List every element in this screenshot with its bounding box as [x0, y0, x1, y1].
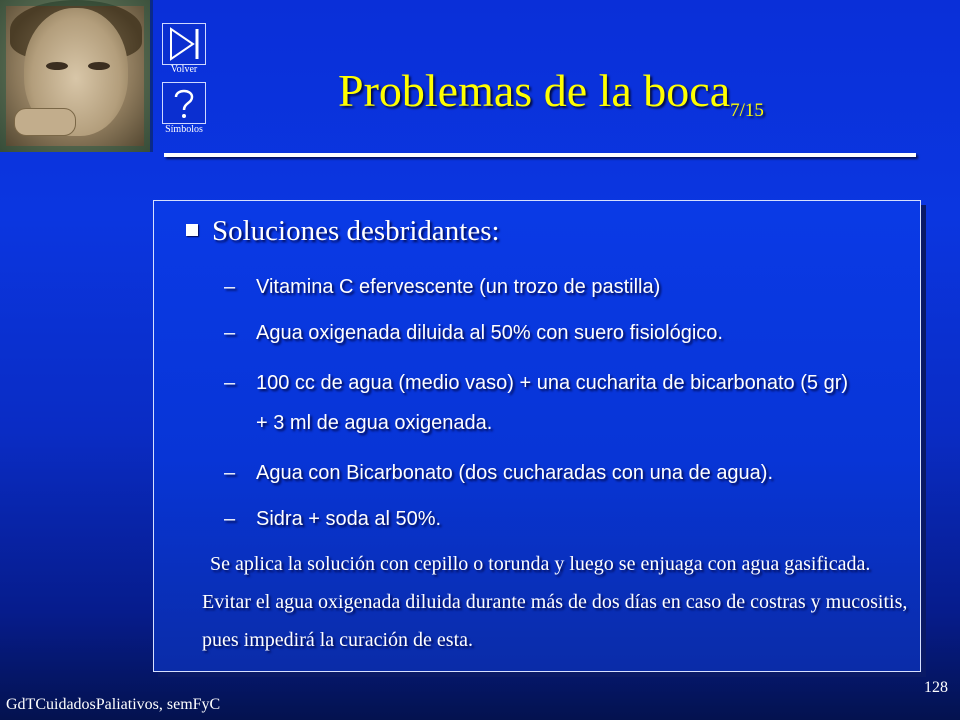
portrait-frame	[0, 0, 150, 152]
list-item-text: Sidra + soda al 50%.	[256, 508, 442, 530]
list-item-text: Vitamina C efervescente (un trozo de pastilla)	[256, 276, 661, 298]
footer-credit: GdTCuidadosPaliativos, semFyC	[6, 696, 221, 713]
list-item	[224, 267, 660, 307]
symbols-button[interactable]	[162, 82, 206, 124]
back-button[interactable]	[162, 23, 206, 65]
dash-bullet: –	[224, 276, 236, 298]
title-divider	[164, 153, 916, 157]
back-label[interactable]: Volver	[170, 64, 198, 75]
dash-bullet: –	[224, 372, 236, 394]
list-item	[224, 363, 848, 443]
portrait-image	[0, 0, 153, 152]
section-heading	[186, 215, 500, 248]
list-item-continuation: + 3 ml de agua oxigenada.	[256, 412, 493, 434]
heading-text: Soluciones desbridantes:	[212, 215, 500, 247]
dash-bullet: –	[224, 462, 236, 484]
title-counter: 7/15	[730, 100, 764, 122]
symbols-label[interactable]: Símbolos	[165, 124, 203, 135]
list-item-text: Agua oxigenada diluida al 50% con suero fisiológico.	[256, 322, 723, 344]
square-bullet-icon	[186, 224, 198, 236]
content-box	[153, 200, 921, 672]
dash-bullet: –	[224, 508, 236, 530]
list-item	[224, 453, 773, 493]
title-main: Problemas de la boca	[338, 65, 731, 116]
page-number: 128	[924, 679, 948, 696]
question-mark-icon	[163, 83, 205, 123]
back-arrow-icon	[163, 24, 205, 64]
list-item-text: Agua con Bicarbonato (dos cucharadas con una de agua).	[256, 462, 774, 484]
list-item	[224, 313, 723, 353]
note-text: Se aplica la solución con cepillo o torunda y luego se enjuaga con agua gasificada. Evitar el agua oxigenada diluida durante más de dos días en caso de costras y mucositis, pues impedirá la curación de esta.	[202, 553, 908, 651]
dash-bullet: –	[224, 322, 236, 344]
list-item-text: 100 cc de agua (medio vaso) + una cucharita de bicarbonato (5 gr)	[256, 372, 849, 394]
list-item	[224, 499, 441, 539]
note-paragraph	[202, 545, 912, 659]
page-title	[338, 64, 764, 122]
